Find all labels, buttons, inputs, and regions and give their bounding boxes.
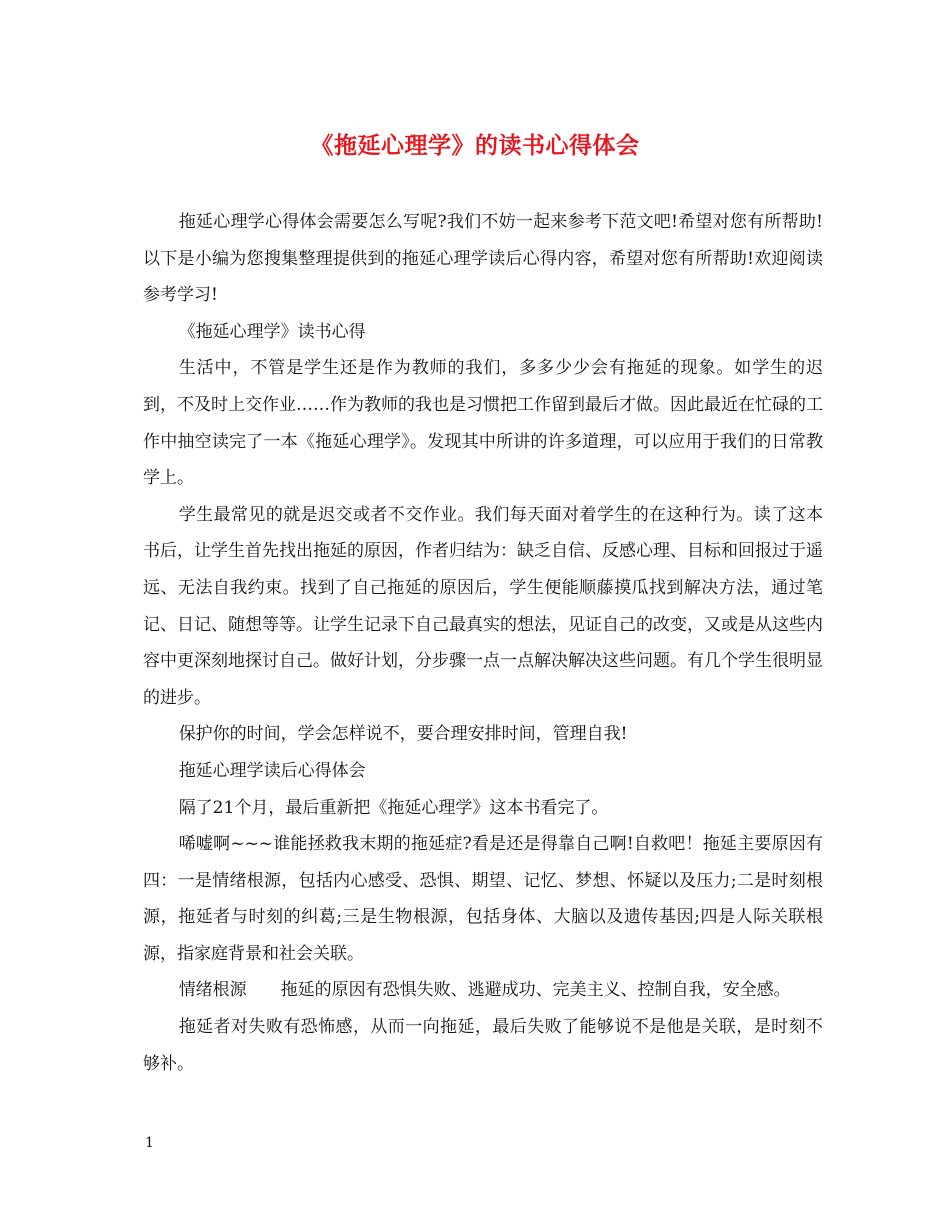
paragraph-heading-after-reading: 拖延心理学读后心得体会	[178, 760, 366, 781]
paragraph-life-procrastination: 生活中，不管是学生还是作为教师的我们，多多少少会有拖延的现象。如学生的迟到，不及时上交作业……作为教师的我也是习惯把工作留到最后才做。因此最近在忙碌的工作中抽空读完了一本《拖延心理学》。发现其中所讲的许多道理，可以应用于我们的日常教学上。	[143, 358, 823, 489]
paragraph-intro: 拖延心理学心得体会需要怎么写呢?我们不妨一起来参考下范文吧!希望对您有所帮助!以下是小编为您搜集整理提供到的拖延心理学读后心得内容，希望对您有所帮助!欢迎阅读参考学习!	[143, 212, 823, 306]
paragraph-students-homework: 学生最常见的就是迟交或者不交作业。我们每天面对着学生的在这种行为。读了这本书后，让学生首先找出拖延的原因，作者归结为：缺乏自信、反感心理、目标和回报过于遥远、无法自我约束。找到了自己拖延的原因后，学生便能顺藤摸瓜找到解决方法，通过笔记、日记、随想等等。让学生记录下自己最真实的想法，见证自己的改变，又或是从这些内容中更深刻地探讨自己。做好计划，分步骤一点一点解决解决这些问题。有几个学生很明显的进步。	[143, 504, 823, 708]
paragraph-four-causes: 唏嘘啊~~~谁能拯救我末期的拖延症?看是还是得靠自己啊!自救吧！拖延主要原因有四：一是情绪根源，包括内心感受、恐惧、期望、记忆、梦想、怀疑以及压力;二是时刻根源，拖延者与时刻的纠葛;三是生物根源，包括身体、大脑以及遗传基因;四是人际关联根源，指家庭背景和社会关联。	[143, 834, 823, 964]
document-body	[143, 204, 823, 1082]
document-title: 《拖延心理学》的读书心得体会	[310, 132, 640, 159]
paragraph-protect-time: 保护你的时间，学会怎样说不，要合理安排时间，管理自我!	[178, 724, 628, 745]
paragraph-emotional-root: 情绪根源 拖延的原因有恐惧失败、逃避成功、完美主义、控制自我，安全感。	[178, 980, 791, 1001]
page-number: 1	[145, 1135, 154, 1151]
paragraph-fear-of-failure: 拖延者对失败有恐怖感，从而一向拖延，最后失败了能够说不是他是关联，是时刻不够补。	[143, 1017, 823, 1074]
paragraph-heading-reading-notes: 《拖延心理学》读书心得	[178, 321, 366, 342]
paragraph-21-months: 隔了21个月，最后重新把《拖延心理学》这本书看完了。	[178, 797, 609, 818]
